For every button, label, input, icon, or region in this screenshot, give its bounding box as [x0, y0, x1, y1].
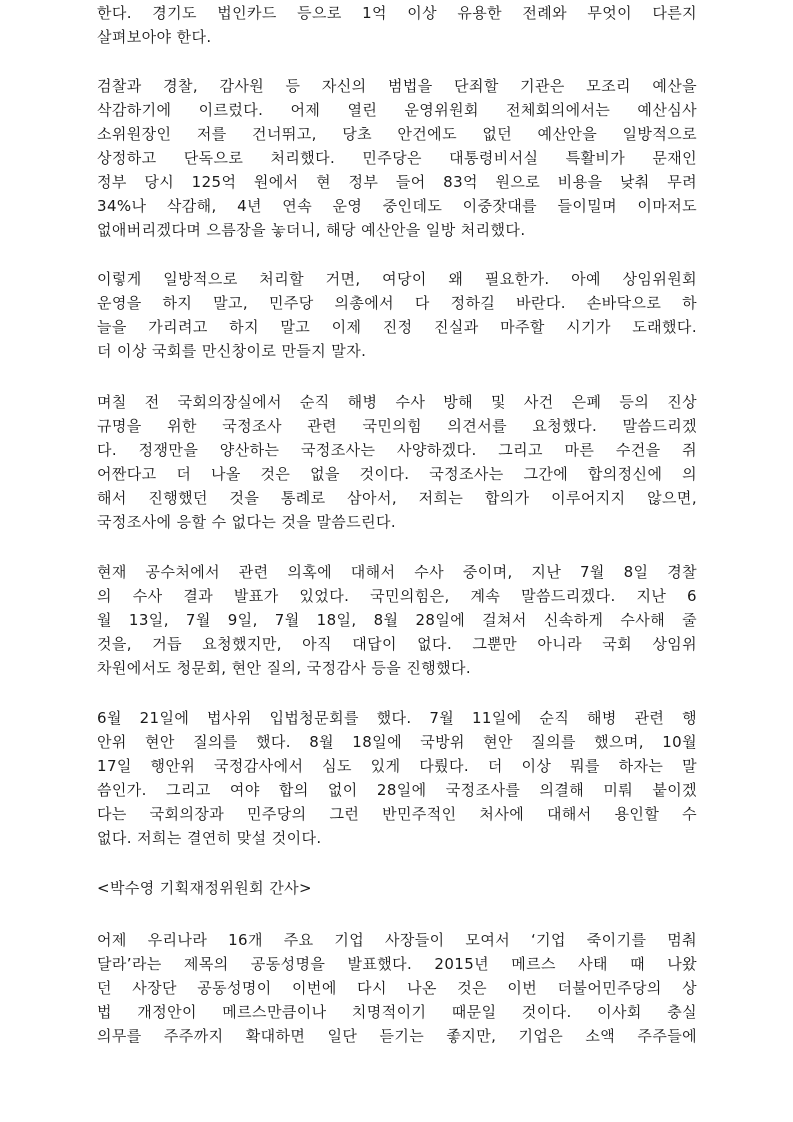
paragraph-line: 어짠다고 더 나올 것은 없을 것이다. 국정조사는 그간에 합의정신에 의	[97, 465, 697, 483]
paragraph-line: 어제 우리나라 16개 주요 기업 사장들이 모여서 ‘기업 죽이기를 멈춰	[97, 931, 697, 949]
paragraph-line: 안위 현안 질의를 했다. 8월 18일에 국방위 현안 질의를 했으며, 10월	[97, 733, 697, 751]
paragraph-line: 것을, 거듭 요청했지만, 아직 대답이 없다. 그뿐만 아니라 국회 상임위	[97, 635, 697, 653]
speaker-heading	[97, 876, 697, 900]
paragraph-4	[97, 390, 697, 534]
paragraph-line: 늘을 가리려고 하지 말고 이제 진정 진실과 마주할 시기가 도래했다.	[97, 318, 697, 336]
paragraph-line: 검찰과 경찰, 감사원 등 자신의 범법을 단죄할 기관은 모조리 예산을	[97, 77, 697, 95]
paragraph-line: 다는 국회의장과 민주당의 그런 반민주적인 처사에 대해서 용인할 수	[97, 805, 697, 823]
paragraph-7	[97, 928, 697, 1048]
paragraph-line: 이렇게 일방적으로 처리할 거면, 여당이 왜 필요한가. 아예 상임위원회	[97, 270, 697, 288]
paragraph-line: 달라’라는 제목의 공동성명을 발표했다. 2015년 메르스 사태 때 나왔	[97, 955, 697, 973]
paragraph-5	[97, 560, 697, 680]
paragraph-line: 없다. 저희는 결연히 맞설 것이다.	[97, 829, 322, 847]
paragraph-line: 국정조사에 응할 수 없다는 것을 말씀드린다.	[97, 513, 397, 531]
paragraph-line: 6월 21일에 법사위 입법청문회를 했다. 7월 11일에 순직 해병 관련 행	[97, 709, 697, 727]
paragraph-6	[97, 706, 697, 850]
paragraph-line: 운영을 하지 말고, 민주당 의총에서 다 정하길 바란다. 손바닥으로 하	[97, 294, 697, 312]
paragraph-line: 17일 행안위 국정감사에서 심도 있게 다뤘다. 더 이상 뭐를 하자는 말	[97, 757, 697, 775]
paragraph-line: 소위원장인 저를 건너뛰고, 당초 안건에도 없던 예산안을 일방적으로	[97, 125, 697, 143]
paragraph-line: 월 13일, 7월 9일, 7월 18일, 8월 28일에 걸쳐서 신속하게 수사해 줄	[97, 611, 697, 629]
paragraph-line: 며칠 전 국회의장실에서 순직 해병 수사 방해 및 사건 은폐 등의 진상	[97, 393, 697, 411]
paragraph-3	[97, 267, 697, 363]
paragraph-line: 34%나 삭감해, 4년 연속 운영 중인데도 이중잣대를 들이밀며 이마저도	[97, 197, 697, 215]
paragraph-line: 해서 진행했던 것을 통례로 삼아서, 저희는 합의가 이루어지지 않으면,	[97, 489, 697, 507]
paragraph-line: 없애버리겠다며 으름장을 놓더니, 해당 예산안을 일방 처리했다.	[97, 221, 526, 239]
paragraph-line: 씀인가. 그리고 여야 합의 없이 28일에 국정조사를 의결해 미뤄 붙이겠	[97, 781, 697, 799]
paragraph-1	[97, 1, 697, 49]
paragraph-2	[97, 74, 697, 242]
paragraph-line: 던 사장단 공동성명이 이번에 다시 나온 것은 이번 더불어민주당의 상	[97, 979, 697, 997]
paragraph-line: 한다. 경기도 법인카드 등으로 1억 이상 유용한 전례와 무엇이 다른지	[97, 4, 697, 22]
paragraph-line: 정부 당시 125억 원에서 현 정부 들어 83억 원으로 비용을 낮춰 무려	[97, 173, 697, 191]
paragraph-line: 다. 정쟁만을 양산하는 국정조사는 사양하겠다. 그리고 마른 수건을 쥐	[97, 441, 697, 459]
paragraph-line: 규명을 위한 국정조사 관련 국민의힘 의견서를 요청했다. 말씀드리겠	[97, 417, 697, 435]
paragraph-line: 차원에서도 청문회, 현안 질의, 국정감사 등을 진행했다.	[97, 659, 472, 677]
paragraph-line: 법 개정안이 메르스만큼이나 치명적이기 때문일 것이다. 이사회 충실	[97, 1003, 697, 1021]
paragraph-line: 상정하고 단독으로 처리했다. 민주당은 대통령비서실 특활비가 문재인	[97, 149, 697, 167]
speaker-label: <박수영 기획재정위원회 간사>	[97, 879, 312, 897]
paragraph-line: 더 이상 국회를 만신창이로 만들지 말자.	[97, 342, 367, 360]
paragraph-line: 삭감하기에 이르렀다. 어제 열린 운영위원회 전체회의에서는 예산심사	[97, 101, 697, 119]
paragraph-line: 의무를 주주까지 확대하면 일단 듣기는 좋지만, 기업은 소액 주주들에	[97, 1027, 697, 1045]
paragraph-line: 살펴보아야 한다.	[97, 28, 212, 46]
paragraph-line: 현재 공수처에서 관련 의혹에 대해서 수사 중이며, 지난 7월 8일 경찰	[97, 563, 697, 581]
paragraph-line: 의 수사 결과 발표가 있었다. 국민의힘은, 계속 말씀드리겠다. 지난 6	[97, 587, 697, 605]
